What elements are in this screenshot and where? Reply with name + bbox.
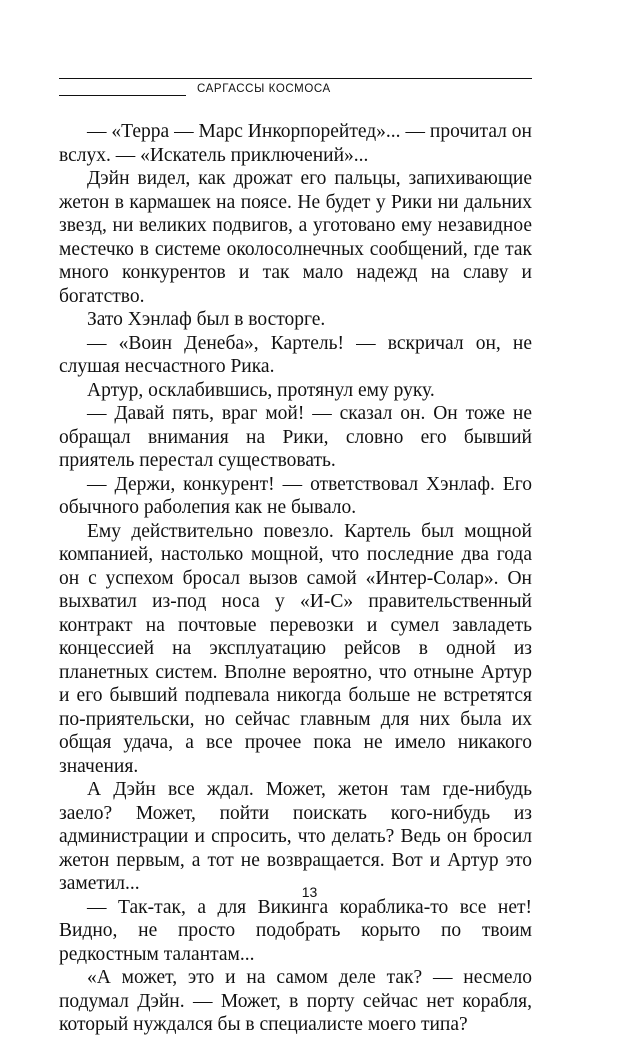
page-number: 13: [301, 884, 318, 900]
paragraph: Дэйн видел, как дрожат его пальцы, запихивающие жетон в кармашек на поясе. Не будет у Рики ни дальних звезд, ни великих подвигов, а уготовано ему незавидное местечко в системе околосолнечных сообщений, где так много конкурентов и так мало надежд на славу и богатство.: [59, 168, 532, 307]
paragraph: Ему действительно повезло. Картель был мощной компанией, настолько мощной, что последние два года он с успехом бросал вызов самой «Интер-Солар». Он выхватил из-под носа у «И-С» правительственный контракт на почтовые перевозки и сумел завладеть концессией на эксплуатацию рейсов в одной из планетных систем. Вполне вероятно, что отныне Артур и его бывший подпевала никогда больше не встретятся по-приятельски, но сейчас главным для них была их общая удача, а все прочее пока не имело никакого значения.: [59, 520, 532, 777]
paragraph: — «Воин Денеба», Картель! — вскричал он, не слушая несчастного Рика.: [59, 332, 532, 377]
header-rule-top: [59, 78, 532, 79]
paragraph: А Дэйн все ждал. Может, жетон там где-нибудь заело? Может, пойти поискать кого-нибудь из администрации и спросить, что делать? Ведь он бросил жетон первым, а тот не возвращается. Вот и Артур это заметил...: [59, 779, 532, 894]
paragraph: — «Терра — Марс Инкорпорейтед»... — прочитал он вслух. — «Искатель приключений»...: [59, 121, 532, 166]
paragraph: — Так-так, а для Викинга кораблика-то все нет! Видно, не просто подобрать корыто по твоим редкостным талантам...: [59, 896, 532, 965]
paragraph: Зато Хэнлаф был в восторге.: [87, 309, 326, 330]
paragraph: — Держи, конкурент! — ответствовал Хэнлаф. Его обычного раболепия как не бывало.: [59, 473, 532, 518]
running-title: САРГАССЫ КОСМОСА: [197, 83, 331, 95]
paragraph: «А может, это и на самом деле так? — несмело подумал Дэйн. — Может, в порту сейчас нет корабля, который нуждался бы в специалисте моего типа?: [59, 967, 532, 1035]
paragraph: — Давай пять, враг мой! — сказал он. Он тоже не обращал внимания на Рики, словно его бывший приятель перестал существовать.: [59, 403, 532, 471]
running-header: [59, 78, 532, 100]
paragraph: Артур, осклабившись, протянул ему руку.: [87, 379, 435, 401]
header-rule-left: [59, 95, 186, 96]
